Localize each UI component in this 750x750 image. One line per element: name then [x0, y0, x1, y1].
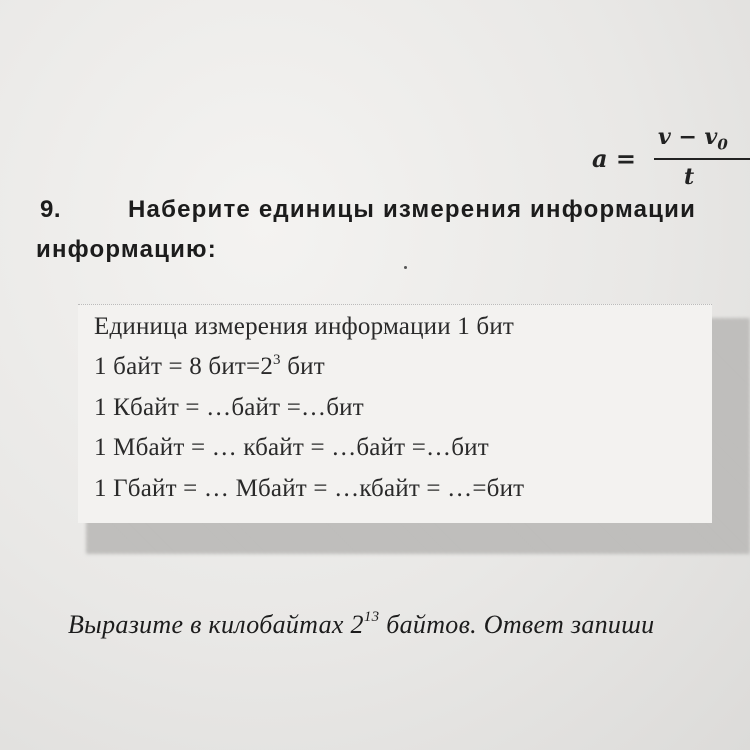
formula-lhs: a = — [592, 144, 637, 173]
formula-numerator — [658, 124, 728, 153]
units-line-1: Единица измерения информации 1 бит — [94, 313, 515, 340]
units-line-5: 1 Гбайт = … Мбайт = …кбайт = …=бит — [94, 475, 525, 502]
units-line-2-pre: 1 байт = 8 бит=2 — [94, 353, 274, 380]
acceleration-formula — [592, 124, 750, 198]
formula-numerator-sub: 0 — [717, 135, 728, 154]
units-line-2-post: бит — [280, 353, 325, 380]
units-line-4: 1 Мбайт = … кбайт = …байт =…бит — [94, 434, 489, 461]
bottom-task-sup: 13 — [363, 609, 380, 625]
units-box — [78, 304, 712, 523]
bottom-task — [68, 610, 654, 640]
task-text-line1: Наберите единицы измерения информации — [128, 196, 697, 223]
bottom-task-pre: Выразите в килобайтах 2 — [68, 610, 364, 639]
bottom-task-post: байтов. Ответ запиши — [379, 610, 655, 639]
paper-speck — [404, 266, 407, 269]
units-line-3: 1 Кбайт = …байт =…бит — [94, 394, 364, 421]
units-line-2-sup: 3 — [273, 352, 281, 368]
fraction-bar — [654, 158, 750, 160]
units-line-2 — [94, 353, 325, 381]
formula-numerator-text: v − v — [658, 124, 718, 150]
task-number: 9. — [40, 196, 62, 223]
task-text-line2: информацию: — [36, 236, 217, 263]
formula-denominator: t — [684, 164, 695, 190]
